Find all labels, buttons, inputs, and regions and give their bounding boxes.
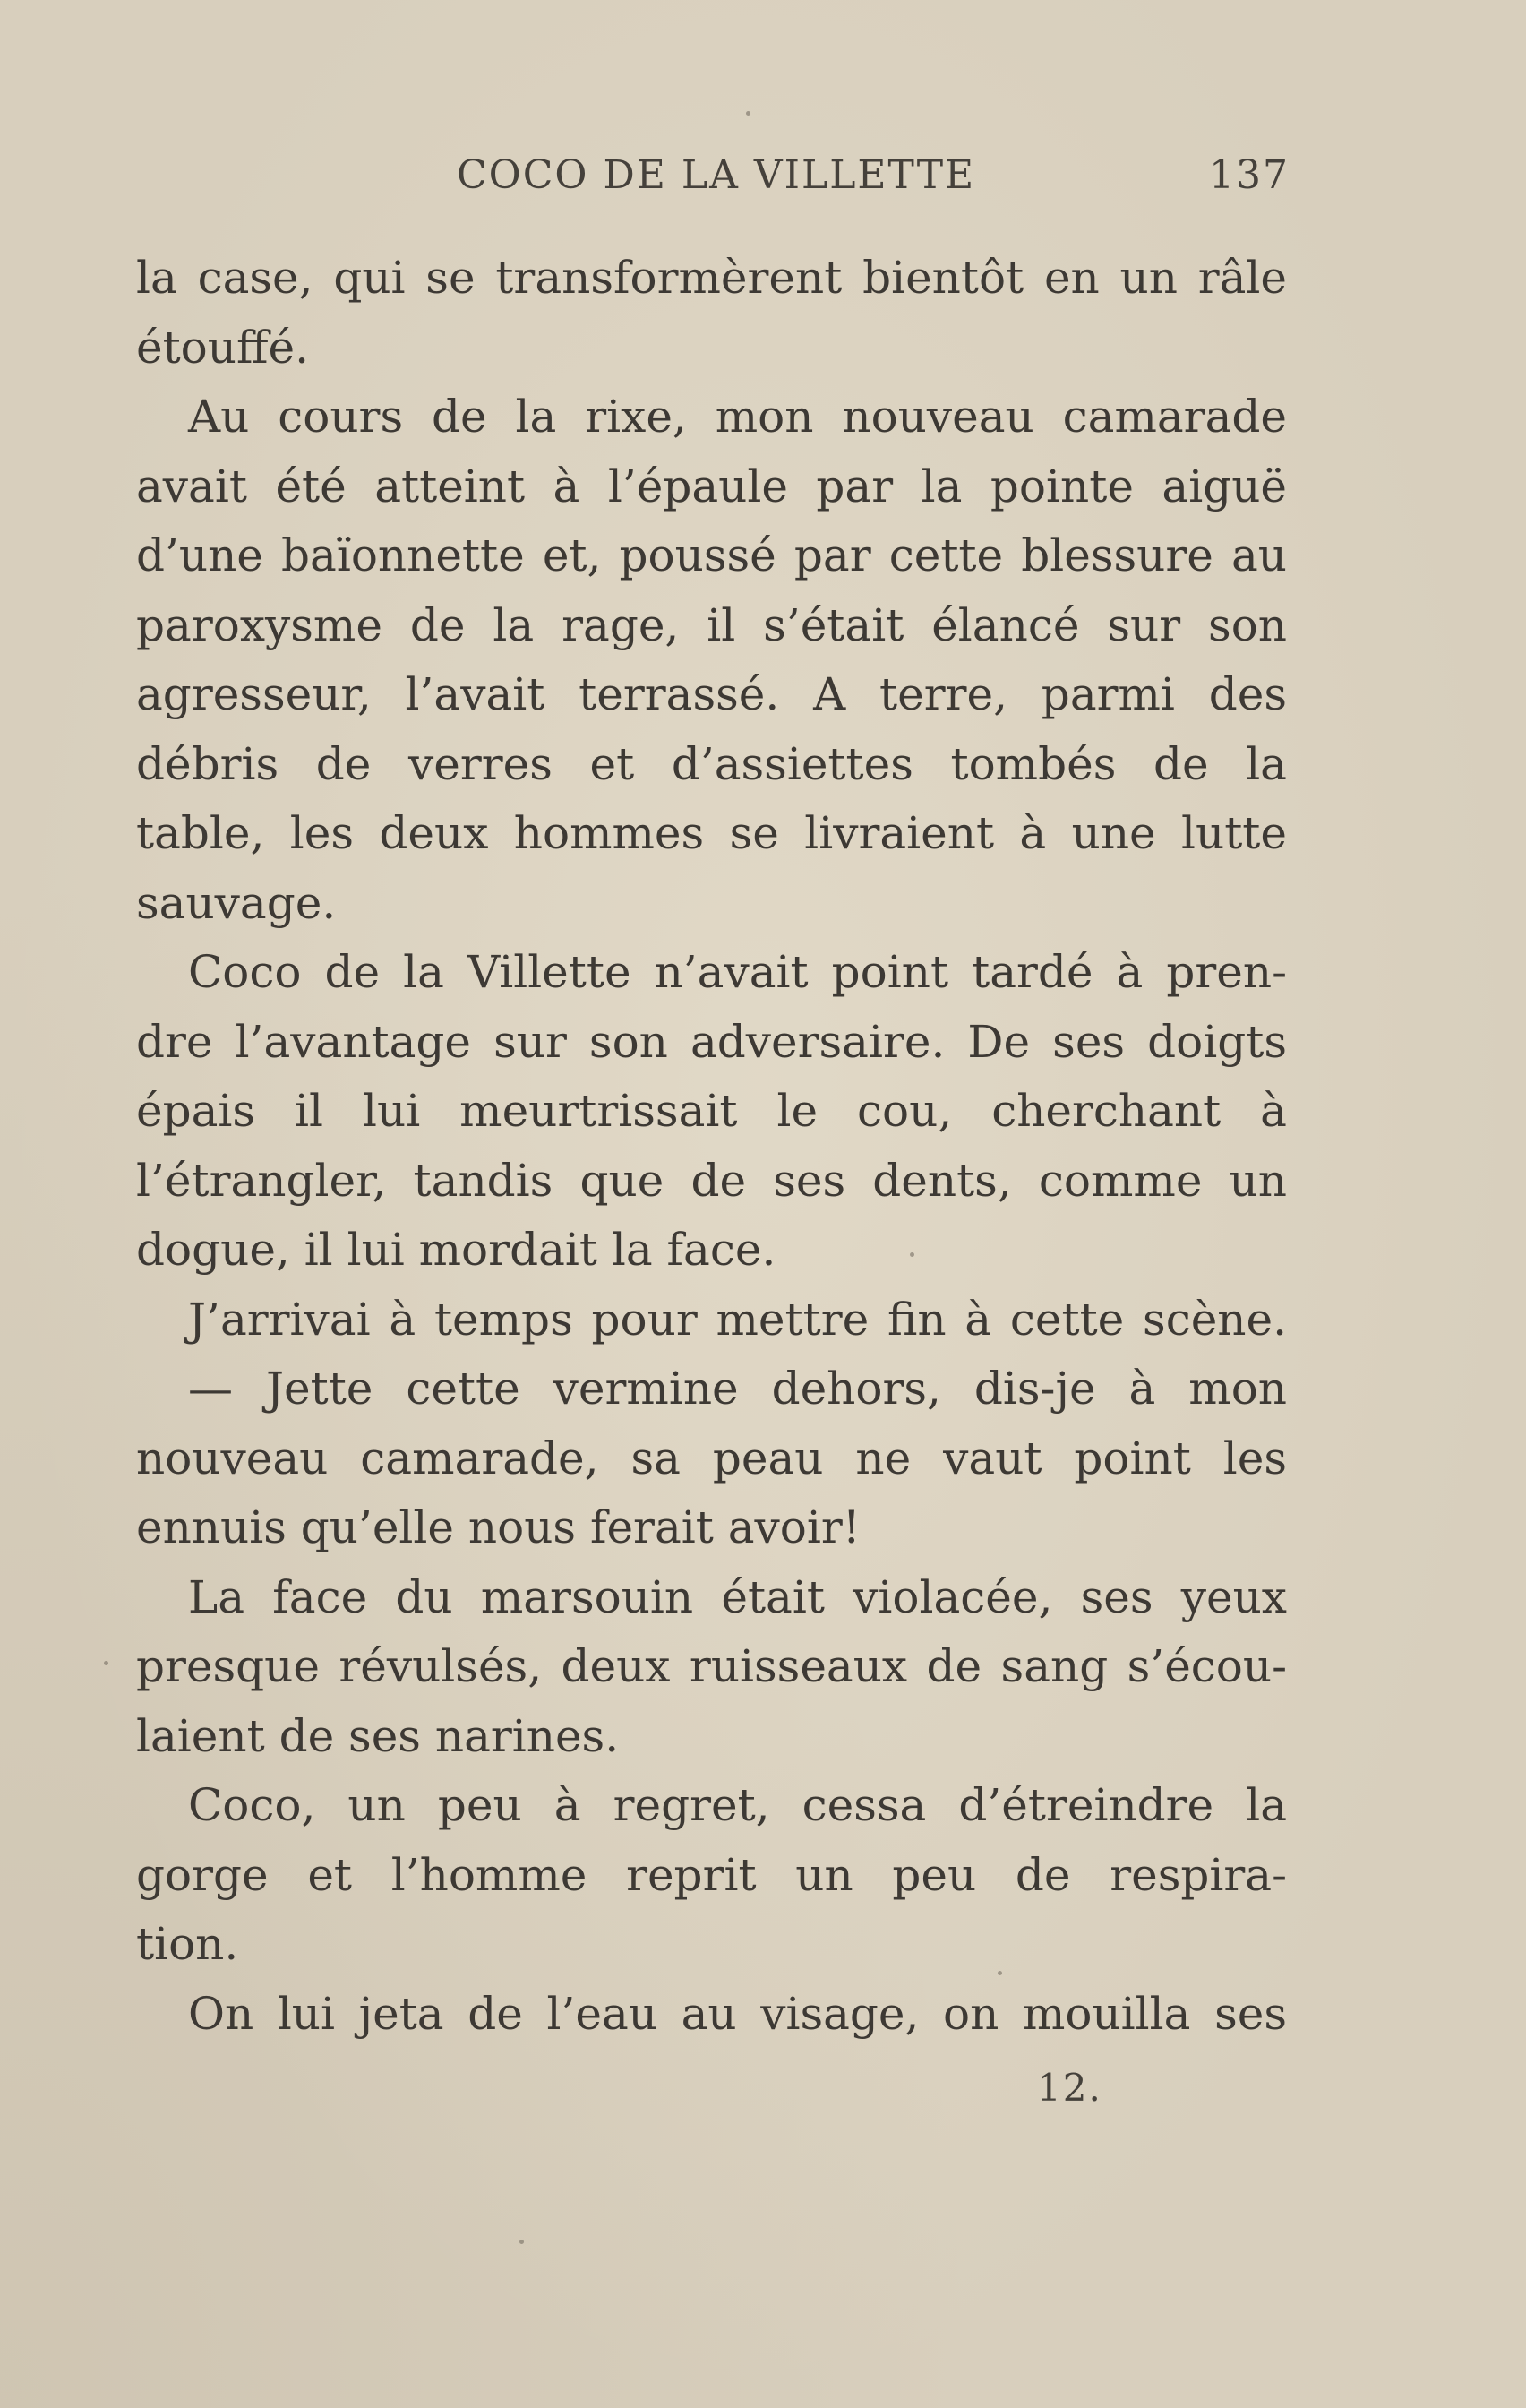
text-line: gorge et l’homme reprit un peu de respira- [136,1848,1287,1901]
text-line: paroxysme de la rage, il s’était élancé sur son [136,598,1287,651]
running-header [134,152,1290,206]
text-line: l’étrangler, tandis que de ses dents, comme un [136,1154,1287,1207]
paper-speck [519,2240,524,2244]
text-line: J’arrivai à temps pour mettre fin à cette scène. [188,1293,1287,1346]
text-line: Coco de la Villette n’avait point tardé à pren- [188,946,1287,998]
text-line: nouveau camarade, sa peau ne vaut point les [136,1432,1287,1484]
text-line: ennuis qu’elle nous ferait avoir! [136,1501,861,1553]
paper-speck [910,1252,914,1257]
paper-speck [746,111,750,116]
text-line: d’une baïonnette et, poussé par cette blessure au [136,529,1287,581]
text-line: tion. [136,1918,239,1970]
running-title: COCO DE LA VILLETTE [457,152,976,198]
text-line: agresseur, l’avait terrassé. A terre, parmi des [136,668,1287,720]
text-line: débris de verres et d’assiettes tombés de la [136,737,1287,790]
text-line: avait été atteint à l’épaule par la pointe aiguë [136,460,1287,512]
text-line: Coco, un peu à regret, cessa d’étreindre la [188,1779,1287,1831]
text-line: La face du marsouin était violacée, ses yeux [188,1570,1287,1623]
body-text [136,244,1287,2049]
text-line: sauvage. [136,876,337,929]
page-number: 137 [1209,152,1290,198]
text-line: Au cours de la rixe, mon nouveau camarade [188,391,1287,443]
text-line: laient de ses narines. [136,1709,620,1762]
text-line: table, les deux hommes se livraient à une lutte [136,807,1287,859]
text-line: dre l’avantage sur son adversaire. De ses doigts [136,1015,1287,1068]
paper-speck [998,1971,1002,1975]
text-line: épais il lui meurtrissait le cou, cherchant à [136,1085,1287,1137]
text-line: la case, qui se transformèrent bientôt en un râle [136,252,1287,304]
text-line: presque révulsés, deux ruisseaux de sang s’écou- [136,1640,1287,1692]
paper-speck [104,1661,108,1665]
text-line: On lui jeta de l’eau au visage, on mouilla ses [188,1987,1287,2040]
signature-mark: 12. [1037,2066,1102,2110]
text-line: étouffé. [136,321,309,374]
text-line: — Jette cette vermine dehors, dis-je à mon [188,1363,1287,1415]
text-line: dogue, il lui mordait la face. [136,1224,776,1276]
